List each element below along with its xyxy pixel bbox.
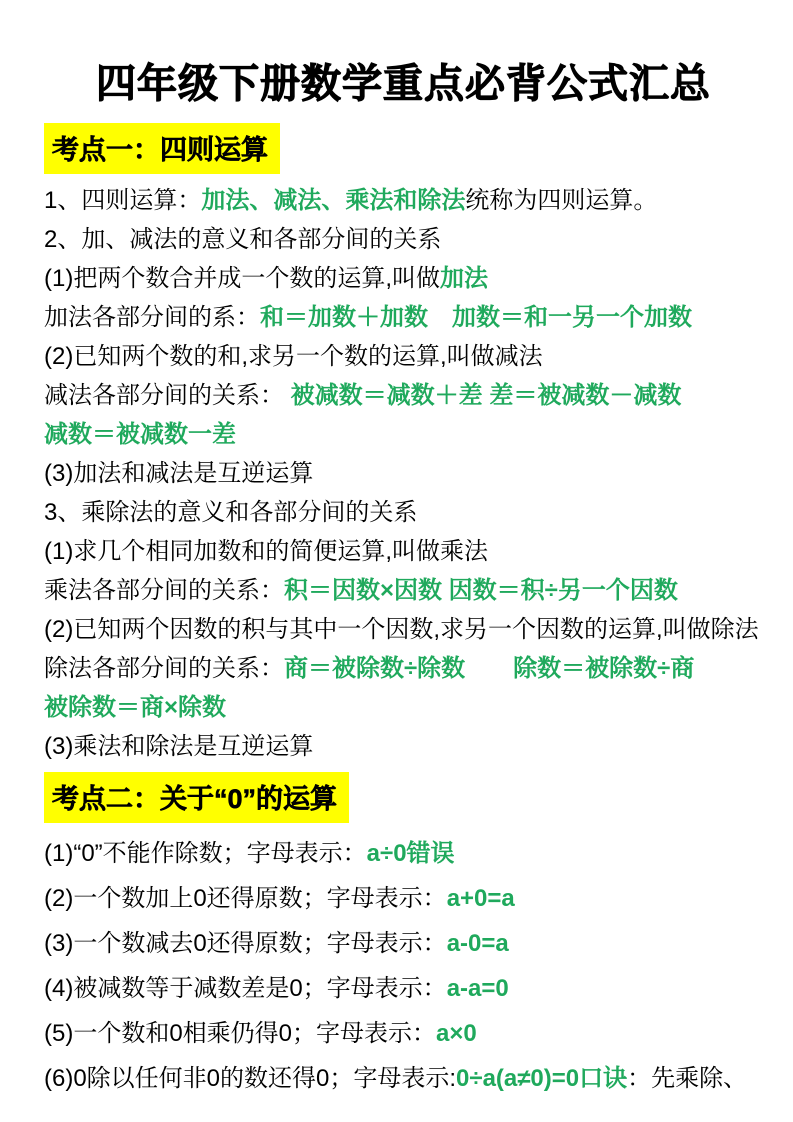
formula-segment: 加法 — [440, 265, 488, 292]
formula-segment: a-0=a — [446, 930, 509, 957]
section-header-text: 考点一：四则运算 — [44, 123, 280, 174]
text-segment: (1)“0”不能作除数；字母表示： — [44, 840, 367, 867]
text-line — [44, 576, 763, 606]
formula-segment: a×0 — [436, 1020, 477, 1047]
text-segment: 3、乘除法的意义和各部分间的关系 — [44, 499, 418, 526]
formula-segment: 0÷a(a≠0)=0口诀 — [456, 1065, 628, 1092]
section-header — [44, 123, 763, 174]
text-line — [44, 381, 763, 411]
text-line — [44, 459, 763, 489]
formula-segment: 减数＝被减数一差 — [44, 421, 236, 448]
section-header — [44, 772, 763, 823]
text-line — [44, 420, 763, 450]
text-segment: (3)加法和减法是互逆运算 — [44, 460, 314, 487]
text-segment: 2、加、减法的意义和各部分间的关系 — [44, 226, 442, 253]
formula-segment: 被除数＝商×除数 — [44, 694, 227, 721]
text-line — [44, 225, 763, 255]
text-segment: 减法各部分间的关系： — [44, 382, 291, 409]
section-header-text: 考点二：关于“0”的运算 — [44, 772, 349, 823]
text-segment: 统称为四则运算。 — [465, 187, 658, 214]
text-segment: (3)乘法和除法是互逆运算 — [44, 733, 314, 760]
text-segment: (6)0除以任何非0的数还得0；字母表示: — [44, 1065, 457, 1092]
text-line — [44, 498, 763, 528]
text-segment: (4)被减数等于减数差是0；字母表示： — [44, 975, 447, 1002]
text-line — [44, 974, 763, 1004]
text-line — [44, 186, 763, 216]
text-segment: ：先乘除、 — [627, 1065, 748, 1092]
text-segment: (3)一个数减去0还得原数；字母表示： — [44, 930, 447, 957]
page-title: 四年级下册数学重点必背公式汇总 — [96, 62, 711, 106]
text-line — [44, 839, 763, 869]
text-segment: (2)已知两个数的和,求另一个数的运算,叫做减法 — [44, 343, 543, 370]
text-segment: 乘法各部分间的关系： — [44, 577, 284, 604]
formula-segment: 加法、减法、乘法和除法 — [201, 187, 466, 214]
text-line — [44, 884, 763, 914]
text-line — [44, 537, 763, 567]
text-line — [44, 1019, 763, 1049]
text-line — [44, 693, 763, 723]
text-segment: (2)已知两个因数的积与其中一个因数,求另一个因数的运算,叫做除法 — [44, 616, 759, 643]
text-line — [44, 654, 763, 684]
text-segment: (1)求几个相同加数和的简便运算,叫做乘法 — [44, 538, 488, 565]
formula-segment: a-a=0 — [446, 975, 509, 1002]
text-line — [44, 929, 763, 959]
text-segment: (1)把两个数合并成一个数的运算,叫做 — [44, 265, 440, 292]
text-line — [44, 615, 763, 645]
text-segment: 加法各部分间的系： — [44, 304, 260, 331]
formula-segment: 积＝因数×因数 因数＝积÷另一个因数 — [284, 577, 678, 604]
formula-segment: a÷0错误 — [366, 840, 455, 867]
document-content — [44, 123, 763, 1094]
formula-segment: 被减数＝减数＋差 差＝被减数－减数 — [290, 382, 682, 409]
formula-segment: 和＝加数＋加数 加数＝和一另一个加数 — [260, 304, 692, 331]
text-line — [44, 1064, 763, 1094]
section-2 — [44, 772, 763, 1094]
text-line — [44, 732, 763, 762]
text-line — [44, 303, 763, 333]
text-segment: (2)一个数加上0还得原数；字母表示： — [44, 885, 447, 912]
text-line — [44, 264, 763, 294]
formula-segment: a+0=a — [446, 885, 515, 912]
formula-segment: 商＝被除数÷除数 除数＝被除数÷商 — [284, 655, 695, 682]
text-line — [44, 342, 763, 372]
section-1 — [44, 123, 763, 762]
text-segment: (5)一个数和0相乘仍得0；字母表示： — [44, 1020, 437, 1047]
text-segment: 除法各部分间的关系： — [44, 655, 284, 682]
text-segment: 1、四则运算： — [44, 187, 202, 214]
